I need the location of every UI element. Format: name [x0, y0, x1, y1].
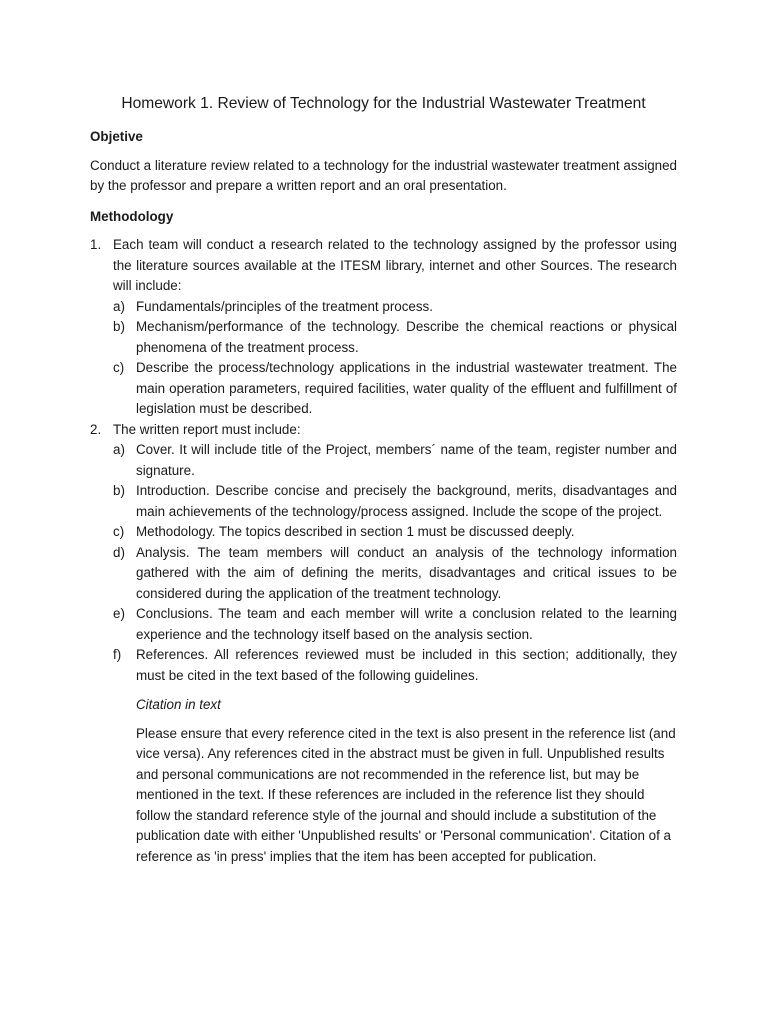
document-title: Homework 1. Review of Technology for the Industrial Wastewater Treatment [121, 95, 646, 112]
subitem [113, 358, 677, 420]
objective-paragraph: Conduct a literature review related to a technology for the industrial wastewater treatment assigned by the professor and prepare a written report and an oral presentation. [90, 157, 677, 193]
subitem [113, 297, 677, 318]
subitem [113, 481, 677, 522]
methodology-list [90, 235, 677, 867]
subitem-text: References. All references reviewed must be included in this section; additionally, they must be cited in the text based of the following guidelines. [136, 647, 677, 683]
subitem-letter: a) [113, 298, 125, 314]
subitem [113, 440, 677, 481]
subitem-text: Analysis. The team members will conduct an analysis of the technology information gathered with the aim of defining the merits, disadvantages and critical issues to be considered during the application of the treatment technology. [136, 544, 677, 601]
subitem [113, 645, 677, 686]
subitem-letter: c) [113, 524, 125, 539]
subitem-text: Fundamentals/principles of the treatment process. [136, 298, 433, 314]
subitem-letter: f) [113, 647, 122, 662]
sublist-research [113, 297, 677, 420]
subitem [113, 543, 677, 605]
subitem-letter: d) [113, 544, 125, 560]
subitem-letter: b) [113, 319, 125, 334]
subitem-letter: e) [113, 606, 125, 621]
subitem-text: Introduction. Describe concise and precisely the background, merits, disadvantages and main achievements of the technology/process assigned. Include the scope of the project. [136, 483, 677, 519]
subitem-letter: a) [113, 442, 125, 457]
subitem-letter: c) [113, 360, 125, 375]
citation-section [136, 695, 677, 867]
item-number: 2. [90, 421, 102, 437]
objective-heading: Objetive [90, 129, 143, 144]
subitem-text: Mechanism/performance of the technology. Describe the chemical reactions or physical phenomena of the treatment process. [136, 319, 677, 355]
methodology-item-2 [90, 420, 677, 868]
item-number: 1. [90, 237, 102, 252]
sublist-report [113, 440, 677, 686]
item-text: The written report must include: [113, 421, 301, 437]
citation-heading: Citation in text [136, 697, 221, 712]
citation-paragraph: Please ensure that every reference cited in the text is also present in the reference list (and vice versa). Any references cited in the abstract must be given in full. Unpublished results and personal communications are not recommended in the reference list, but may be mentioned in the text. If these references are included in the reference list they should follow the standard reference style of the journal and should include a substitution of the publication date with either 'Unpublished results' or 'Personal communication'. Citation of a reference as 'in press' implies that the item has been accepted for publication. [136, 725, 676, 864]
subitem-text: Methodology. The topics described in section 1 must be discussed deeply. [136, 524, 575, 539]
subitem [113, 317, 677, 358]
item-text: Each team will conduct a research related to the technology assigned by the professor using the literature sources available at the ITESM library, internet and other Sources. The research will include: [113, 237, 677, 293]
subitem [113, 522, 677, 543]
subitem-letter: b) [113, 483, 125, 498]
subitem-text: Conclusions. The team and each member will write a conclusion related to the learning experience and the technology itself based on the analysis section. [136, 606, 677, 642]
subitem-text: Describe the process/technology applications in the industrial wastewater treatment. The main operation parameters, required facilities, water quality of the effluent and fulfillment of legislation must be described. [136, 360, 677, 416]
subitem [113, 604, 677, 645]
subitem-text: Cover. It will include title of the Project, members´ name of the team, register number and signature. [136, 442, 677, 478]
methodology-item-1 [90, 235, 677, 420]
methodology-heading: Methodology [90, 208, 174, 224]
document-page [90, 93, 677, 867]
